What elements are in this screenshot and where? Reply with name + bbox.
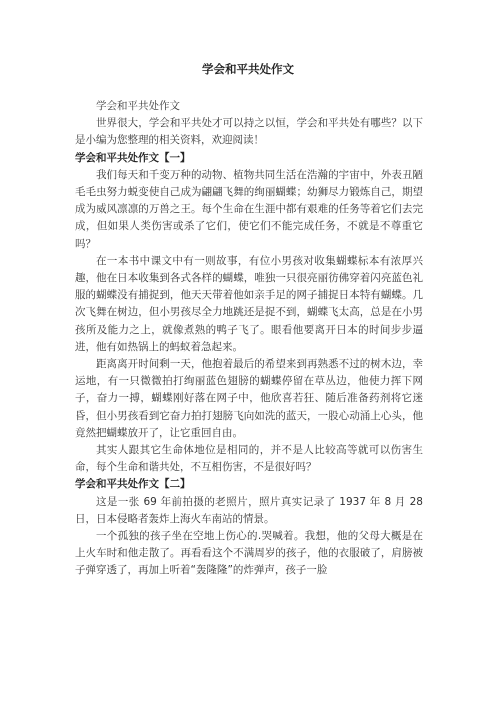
section-heading-2: 学会和平共处作文【二】	[75, 478, 191, 491]
section-heading-1: 学会和平共处作文【一】	[75, 151, 191, 164]
body-paragraph: 距离离开时间剩一天，他抱着最后的希望来到再熟悉不过的树木边，幸运地，有一只微微拍打绚丽蓝色翅膀的蝴蝶停留在草丛边，他使力挥下网子，奋力一搏，蝴蝶刚好落在网子中，他欣喜若狂、随后准备药剂将它迷昏，但小男孩看到它奋力拍打翅膀飞向如洗的蓝天，一股心动涌上心头，他竟然把蝴蝶放开了，让它重回自由。	[75, 358, 423, 439]
body-paragraph: 在一本书中课文中有一则故事，有位小男孩对收集蝴蝶标本有浓厚兴趣，他在日本收集到各式各样的蝴蝶，唯独一只很亮丽彷佛穿着闪亮蓝色礼服的蝴蝶没有捕捉到，他天天带着他如亲手足的网子捕捉日本特有蝴蝶。几次飞舞在树边，但小男孩尽全力地跳还是捉不到，蝴蝶飞太高，总是在小男孩所及能力之上，就像煮熟的鸭子飞了。眼看他要离开日本的时间步步逼进，他有如热锅上的蚂蚁着急起来。	[75, 254, 423, 353]
body-paragraph: 我们每天和千变万种的动物、植物共同生活在浩瀚的宇宙中，外表丑陋毛毛虫努力蜕变使自己成为翩翩飞舞的绚丽蝴蝶；幼狮尽力锻炼自己，期望成为威风凛凛的万兽之王。每个生命在生涯中都有艰难的任务等着它们去完成，但如果人类伤害或杀了它们，使它们不能完成任务，不就是不尊重它吗？	[75, 168, 423, 250]
intro-paragraph: 世界很大，学会和平共处才可以持之以恒，学会和平共处有哪些？以下是小编为您整理的相关资料，欢迎阅读！	[75, 117, 423, 147]
document-title: 学会和平共处作文	[202, 62, 294, 76]
body-paragraph: 其实人跟其它生命体地位是相同的，并不是人比较高等就可以伤害生命，每个生命和谐共处，不互相伤害，不是很好吗？	[75, 444, 423, 474]
document-body	[75, 98, 423, 580]
body-paragraph: 这是一张 69 年前拍摄的老照片，照片真实记录了 1937 年 8 月 28 日，日本侵略者轰炸上海火车南站的情景。	[75, 495, 423, 525]
body-paragraph: 一个孤独的孩子坐在空地上伤心的.哭喊着。我想，他的父母大概是在上火车时和他走散了。再看看这个不满周岁的孩子，他的衣服破了，肩膀被子弹穿透了，再加上听着“轰隆隆”的炸弹声，孩子一脸	[75, 530, 423, 577]
intro-title-line: 学会和平共处作文	[96, 100, 180, 112]
